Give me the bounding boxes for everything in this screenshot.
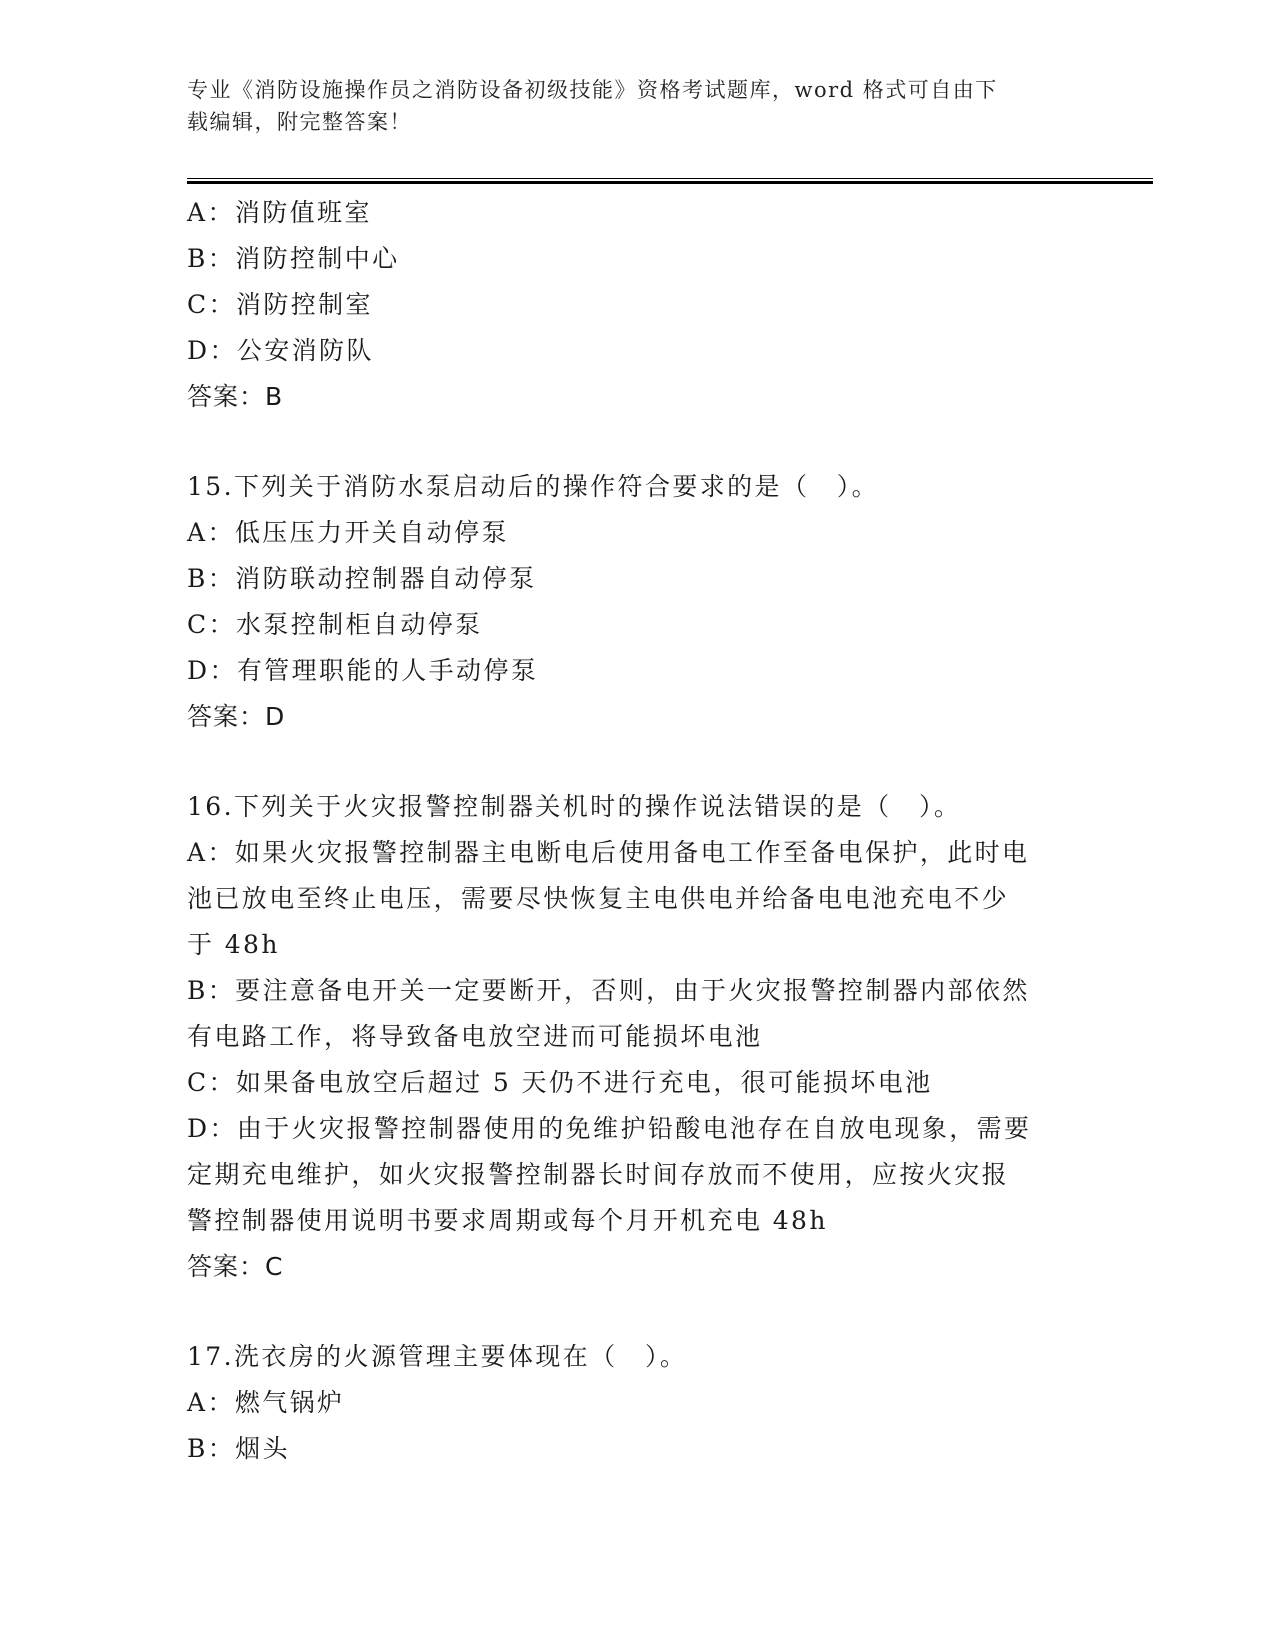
option-b-line: B：要注意备电开关一定要断开，否则，由于火灾报警控制器内部依然	[187, 976, 1030, 1005]
option-a-line: 于 48h	[187, 930, 280, 959]
option-d-line: 警控制器使用说明书要求周期或每个月开机充电 48h	[187, 1206, 828, 1235]
question-text: 17.洗衣房的火源管理主要体现在（ ）。	[187, 1342, 688, 1371]
header-rule-thick	[187, 181, 1153, 184]
question-text: 15.下列关于消防水泵启动后的操作符合要求的是（ ）。	[187, 472, 880, 501]
header-rule-thin	[187, 178, 1153, 179]
option-a-line: A：如果火灾报警控制器主电断电后使用备电工作至备电保护，此时电	[187, 838, 1030, 867]
option-b-line: 有电路工作，将导致备电放空进而可能损坏电池	[187, 1022, 763, 1051]
header-line-1: 专业《消防设施操作员之消防设备初级技能》资格考试题库，word 格式可自由下	[187, 78, 998, 102]
option-b: B：烟头	[187, 1434, 290, 1463]
question-list	[187, 190, 1087, 1472]
question-16	[187, 784, 1087, 1290]
document-header	[187, 74, 1067, 138]
option-a: A：低压压力开关自动停泵	[187, 518, 509, 547]
option-c: C：水泵控制柜自动停泵	[187, 610, 483, 639]
question-15	[187, 464, 1087, 740]
option-a-line: 池已放电至终止电压，需要尽快恢复主电供电并给备电电池充电不少	[187, 884, 1010, 913]
option-b	[187, 968, 1087, 1060]
answer: 答案：D	[187, 702, 286, 731]
option-b: B：消防联动控制器自动停泵	[187, 564, 537, 593]
option-b: B：消防控制中心	[187, 244, 400, 273]
question-text: 16.下列关于火灾报警控制器关机时的操作说法错误的是（ ）。	[187, 792, 962, 821]
option-c-line: C：如果备电放空后超过 5 天仍不进行充电，很可能损坏电池	[187, 1068, 933, 1097]
answer: 答案：B	[187, 382, 284, 411]
answer: 答案：C	[187, 1252, 284, 1281]
question-17	[187, 1334, 1087, 1472]
option-c	[187, 1060, 1087, 1106]
option-d	[187, 1106, 1087, 1244]
option-d: D：有管理职能的人手动停泵	[187, 656, 539, 685]
option-a: A：燃气锅炉	[187, 1388, 345, 1417]
option-d: D：公安消防队	[187, 336, 374, 365]
option-a	[187, 830, 1087, 968]
option-c: C：消防控制室	[187, 290, 373, 319]
question-14	[187, 190, 1087, 420]
header-line-2: 载编辑，附完整答案！	[187, 110, 412, 134]
option-d-line: 定期充电维护，如火灾报警控制器长时间存放而不使用，应按火灾报	[187, 1160, 1010, 1189]
option-d-line: D：由于火灾报警控制器使用的免维护铅酸电池存在自放电现象，需要	[187, 1114, 1032, 1143]
option-a: A：消防值班室	[187, 198, 372, 227]
